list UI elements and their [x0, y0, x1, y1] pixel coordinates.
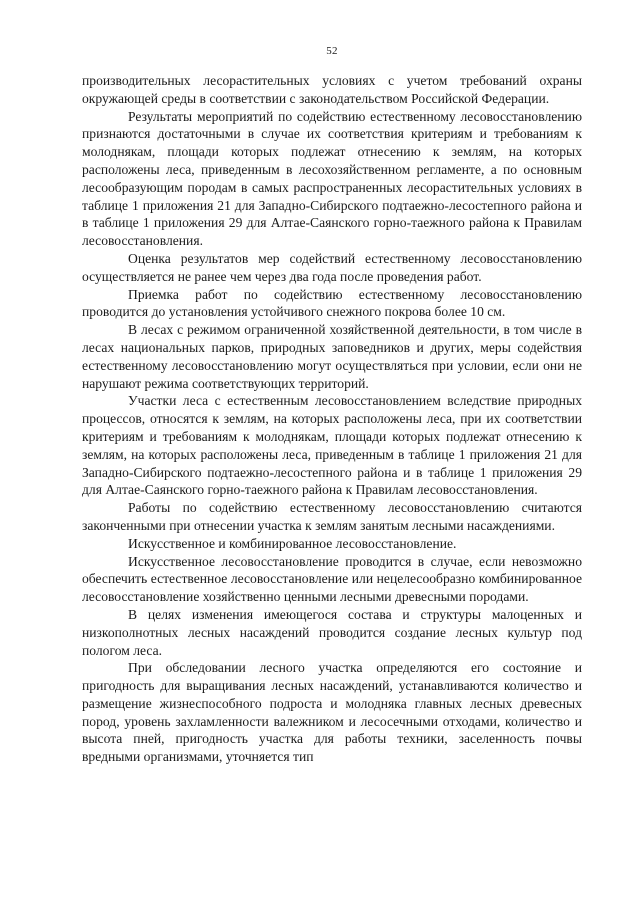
- body-text: [82, 72, 582, 766]
- paragraph: Оценка результатов мер содействий естественному лесовосстановлению осуществляется не ранее чем через два года после проведения работ.: [82, 250, 582, 284]
- paragraph: Искусственное и комбинированное лесовосстановление.: [128, 535, 457, 551]
- page-number: 52: [326, 45, 338, 57]
- paragraph: Участки леса с естественным лесовосстановлением вследствие природных процессов, относятся к землям, на которых расположены леса, при их соответствии критериям и требованиям к молоднякам, площади которых подлежат отнесению к землям, на которых расположены леса, приведенным в таблице 1 приложения 21 для Западно-Сибирского подтаежно-лесостепного района и в таблице 1 приложения 29 для Алтае-Саянского горно-таежного района к Правилам лесовосстановления.: [82, 393, 582, 498]
- paragraph: Приемка работ по содействию естественному лесовосстановлению проводится до установления устойчивого снежного покрова более 10 см.: [82, 286, 582, 320]
- paragraph: В целях изменения имеющегося состава и структуры малоценных и низкополнотных лесных насаждений проводится создание лесных культур под пологом леса.: [82, 606, 582, 658]
- paragraph: В лесах с режимом ограниченной хозяйственной деятельности, в том числе в лесах национальных парков, природных заповедников и других, меры содействия естественному лесовосстановлению могут осуществляться при условии, если они не нарушают режима соответствующих территорий.: [82, 322, 582, 391]
- paragraph: производительных лесорастительных условиях с учетом требований охраны окружающей среды в соответствии с законодательством Российской Федерации.: [82, 73, 582, 106]
- paragraph: Искусственное лесовосстановление проводится в случае, если невозможно обеспечить естественное лесовосстановление или нецелесообразно комбинированное лесовосстановление хозяйственно ценными лесными древесными породами.: [82, 553, 582, 605]
- paragraph: Работы по содействию естественному лесовосстановлению считаются законченными при отнесении участка к землям занятым лесными насаждениями.: [82, 500, 582, 533]
- paragraph: При обследовании лесного участка определяются его состояние и пригодность для выращивания лесных насаждений, устанавливаются количество и размещение жизнеспособного подроста и молодняка главных лесных древесных пород, уровень захламленности валежником и лесосечными отходами, количество и высота пней, пригодность участка для работы техники, заселенность почвы вредными организмами, уточняется тип: [82, 660, 582, 765]
- paragraph: Результаты мероприятий по содействию естественному лесовосстановлению признаются достаточными в случае их соответствия критериям и требованиям к молоднякам, площади которых подлежат отнесению к землям, на которых расположены леса, приведенным в лесохозяйственном регламенте, а по основным лесообразующим породам в самых распространенных лесорастительных условиях в таблице 1 приложения 21 для Западно-Сибирского подтаежно-лесостепного района и в таблице 1 приложения 29 для Алтае-Саянского горно-таежного района к Правилам лесовосстановления.: [82, 108, 582, 249]
